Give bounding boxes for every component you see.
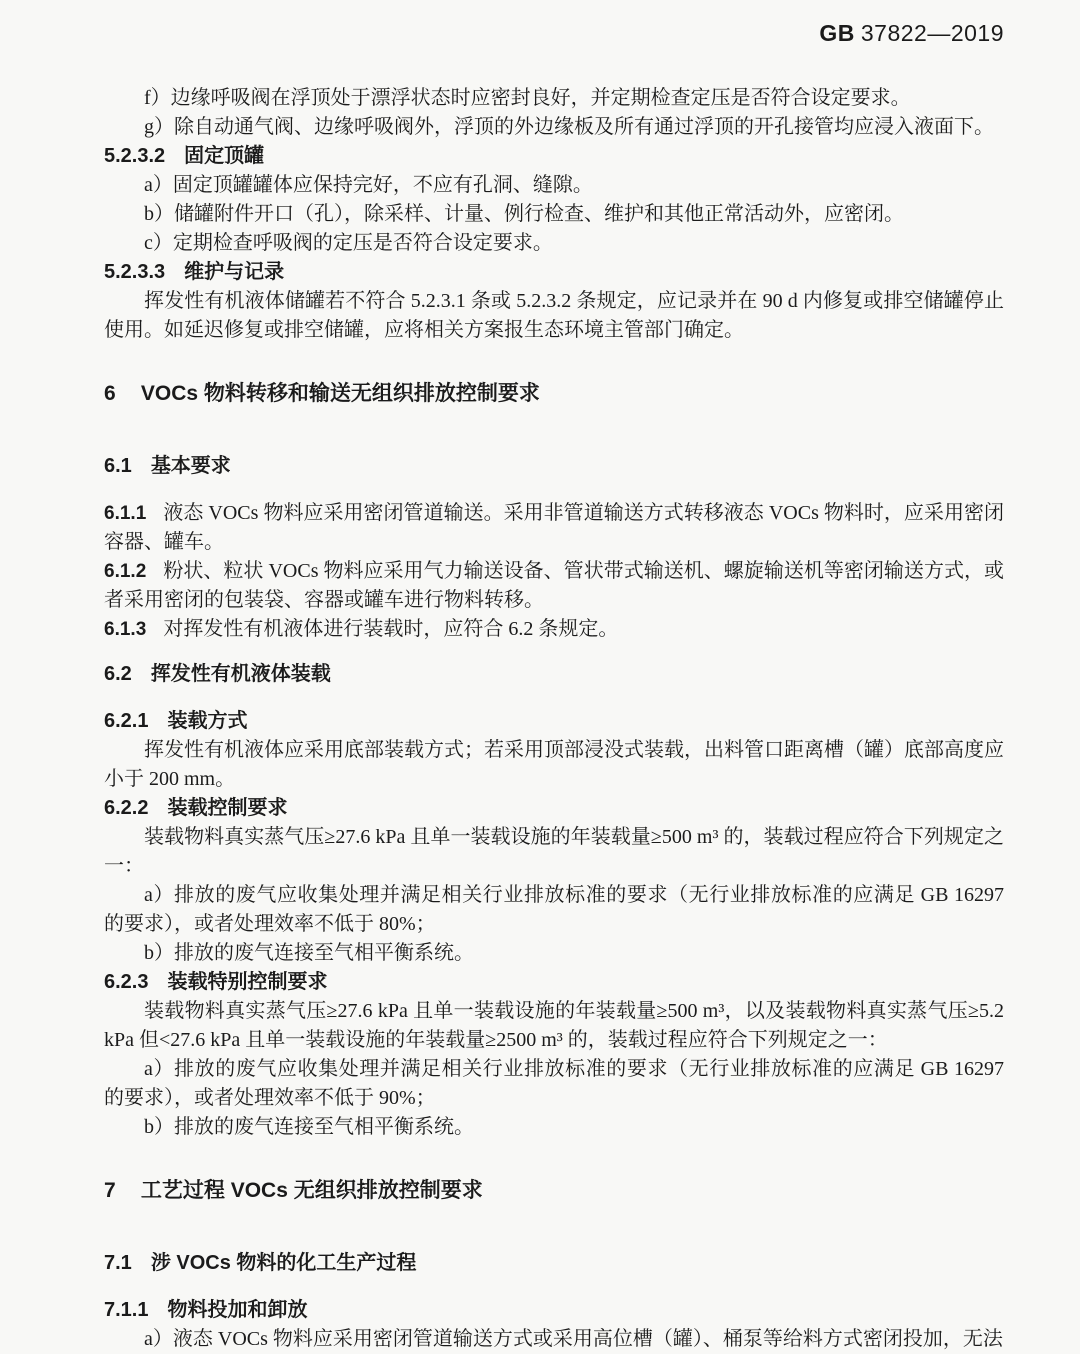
list-item: c）定期检查呼吸阀的定压是否符合设定要求。: [144, 232, 553, 254]
section-heading: [104, 452, 1004, 481]
clause-number: 6.1.3: [104, 619, 147, 640]
heading-number: 6.1: [104, 455, 132, 477]
list-item-clipped: a）液态 VOCs 物料应采用密闭管道输送方式或采用高位槽（罐）、桶泵等给料方式密闭投加，无法: [144, 1328, 1003, 1350]
doc-code: [104, 20, 1004, 46]
clause-text: 粉状、粒状 VOCs 物料应采用气力输送设备、管状带式输送机、螺旋输送机等密闭输送方式，或者采用密闭的包装袋、容器或罐车进行物料转移。: [104, 560, 1004, 611]
paragraph: 装载物料真实蒸气压≥27.6 kPa 且单一装载设施的年装载量≥500 m³ 的，装载过程应符合下列规定之一：: [104, 826, 1004, 877]
subsection-heading: [104, 142, 1004, 171]
list-item: a）排放的废气应收集处理并满足相关行业排放标准的要求（无行业排放标准的应满足 GB 16297 的要求），或者处理效率不低于 80%；: [104, 884, 1004, 935]
heading-number: 5.2.3.2: [104, 145, 166, 167]
clause-number: 6.1.2: [104, 561, 147, 582]
heading-title: 装载特别控制要求: [167, 971, 328, 993]
subsection-heading: [104, 707, 1004, 736]
heading-title: 挥发性有机液体装载: [150, 663, 331, 685]
heading-title: 装载控制要求: [167, 797, 288, 819]
list-item: a）排放的废气应收集处理并满足相关行业排放标准的要求（无行业排放标准的应满足 GB 16297 的要求），或者处理效率不低于 90%；: [104, 1058, 1004, 1109]
list-item: g）除自动通气阀、边缘呼吸阀外，浮顶的外边缘板及所有通过浮顶的开孔接管均应浸入液面下。: [144, 116, 994, 138]
list-item: b）排放的废气连接至气相平衡系统。: [144, 1116, 474, 1138]
clause: [104, 615, 1004, 644]
heading-title: 物料投加和卸放: [167, 1299, 308, 1321]
heading-title: 基本要求: [150, 455, 231, 477]
heading-title: 维护与记录: [184, 261, 285, 283]
clause-text: 液态 VOCs 物料应采用密闭管道输送。采用非管道输送方式转移液态 VOCs 物料时，应采用密闭容器、罐车。: [104, 502, 1004, 553]
heading-title: 工艺过程 VOCs 无组织排放控制要求: [140, 1179, 483, 1202]
heading-number: 6: [104, 382, 116, 405]
clause-text: 对挥发性有机液体进行装载时，应符合 6.2 条规定。: [163, 618, 619, 640]
paragraph: 挥发性有机液体应采用底部装载方式；若采用顶部浸没式装载，出料管口距离槽（罐）底部高度应小于 200 mm。: [104, 739, 1004, 790]
doc-code-prefix: GB: [819, 20, 855, 46]
paragraph: 挥发性有机液体储罐若不符合 5.2.3.1 条或 5.2.3.2 条规定，应记录并在 90 d 内修复或排空储罐停止使用。如延迟修复或排空储罐，应将相关方案报生态环境主管部门确定。: [104, 290, 1004, 341]
list-item: b）储罐附件开口（孔），除采样、计量、例行检查、维护和其他正常活动外，应密闭。: [144, 203, 904, 225]
doc-code-number: 37822—2019: [860, 20, 1004, 46]
chapter-heading: [104, 1176, 1004, 1205]
heading-number: 6.2.2: [104, 797, 149, 819]
heading-number: 7.1.1: [104, 1299, 149, 1321]
heading-number: 5.2.3.3: [104, 261, 166, 283]
list-item: f）边缘呼吸阀在浮顶处于漂浮状态时应密封良好，并定期检查定压是否符合设定要求。: [144, 87, 911, 109]
heading-title: 固定顶罐: [184, 145, 265, 167]
section-heading: [104, 660, 1004, 689]
heading-title: VOCs 物料转移和输送无组织排放控制要求: [140, 382, 540, 405]
subsection-heading: [104, 968, 1004, 997]
clause: [104, 557, 1004, 615]
heading-number: 7: [104, 1179, 116, 1202]
heading-number: 6.2: [104, 663, 132, 685]
subsection-heading: [104, 1296, 1004, 1325]
subsection-heading: [104, 258, 1004, 287]
chapter-heading: [104, 379, 1004, 408]
heading-title: 装载方式: [167, 710, 248, 732]
list-item: b）排放的废气连接至气相平衡系统。: [144, 942, 474, 964]
paragraph: 装载物料真实蒸气压≥27.6 kPa 且单一装载设施的年装载量≥500 m³，以及装载物料真实蒸气压≥5.2 kPa 但<27.6 kPa 且单一装载设施的年装载量≥2500 m³ 的，装载过程应符合下列规定之一：: [104, 1000, 1004, 1051]
section-heading: [104, 1249, 1004, 1278]
heading-title: 涉 VOCs 物料的化工生产过程: [150, 1252, 417, 1274]
list-item: a）固定顶罐罐体应保持完好，不应有孔洞、缝隙。: [144, 174, 593, 196]
clause-number: 6.1.1: [104, 503, 147, 524]
heading-number: 7.1: [104, 1252, 132, 1274]
heading-number: 6.2.3: [104, 971, 149, 993]
heading-number: 6.2.1: [104, 710, 149, 732]
subsection-heading: [104, 794, 1004, 823]
clause: [104, 499, 1004, 557]
